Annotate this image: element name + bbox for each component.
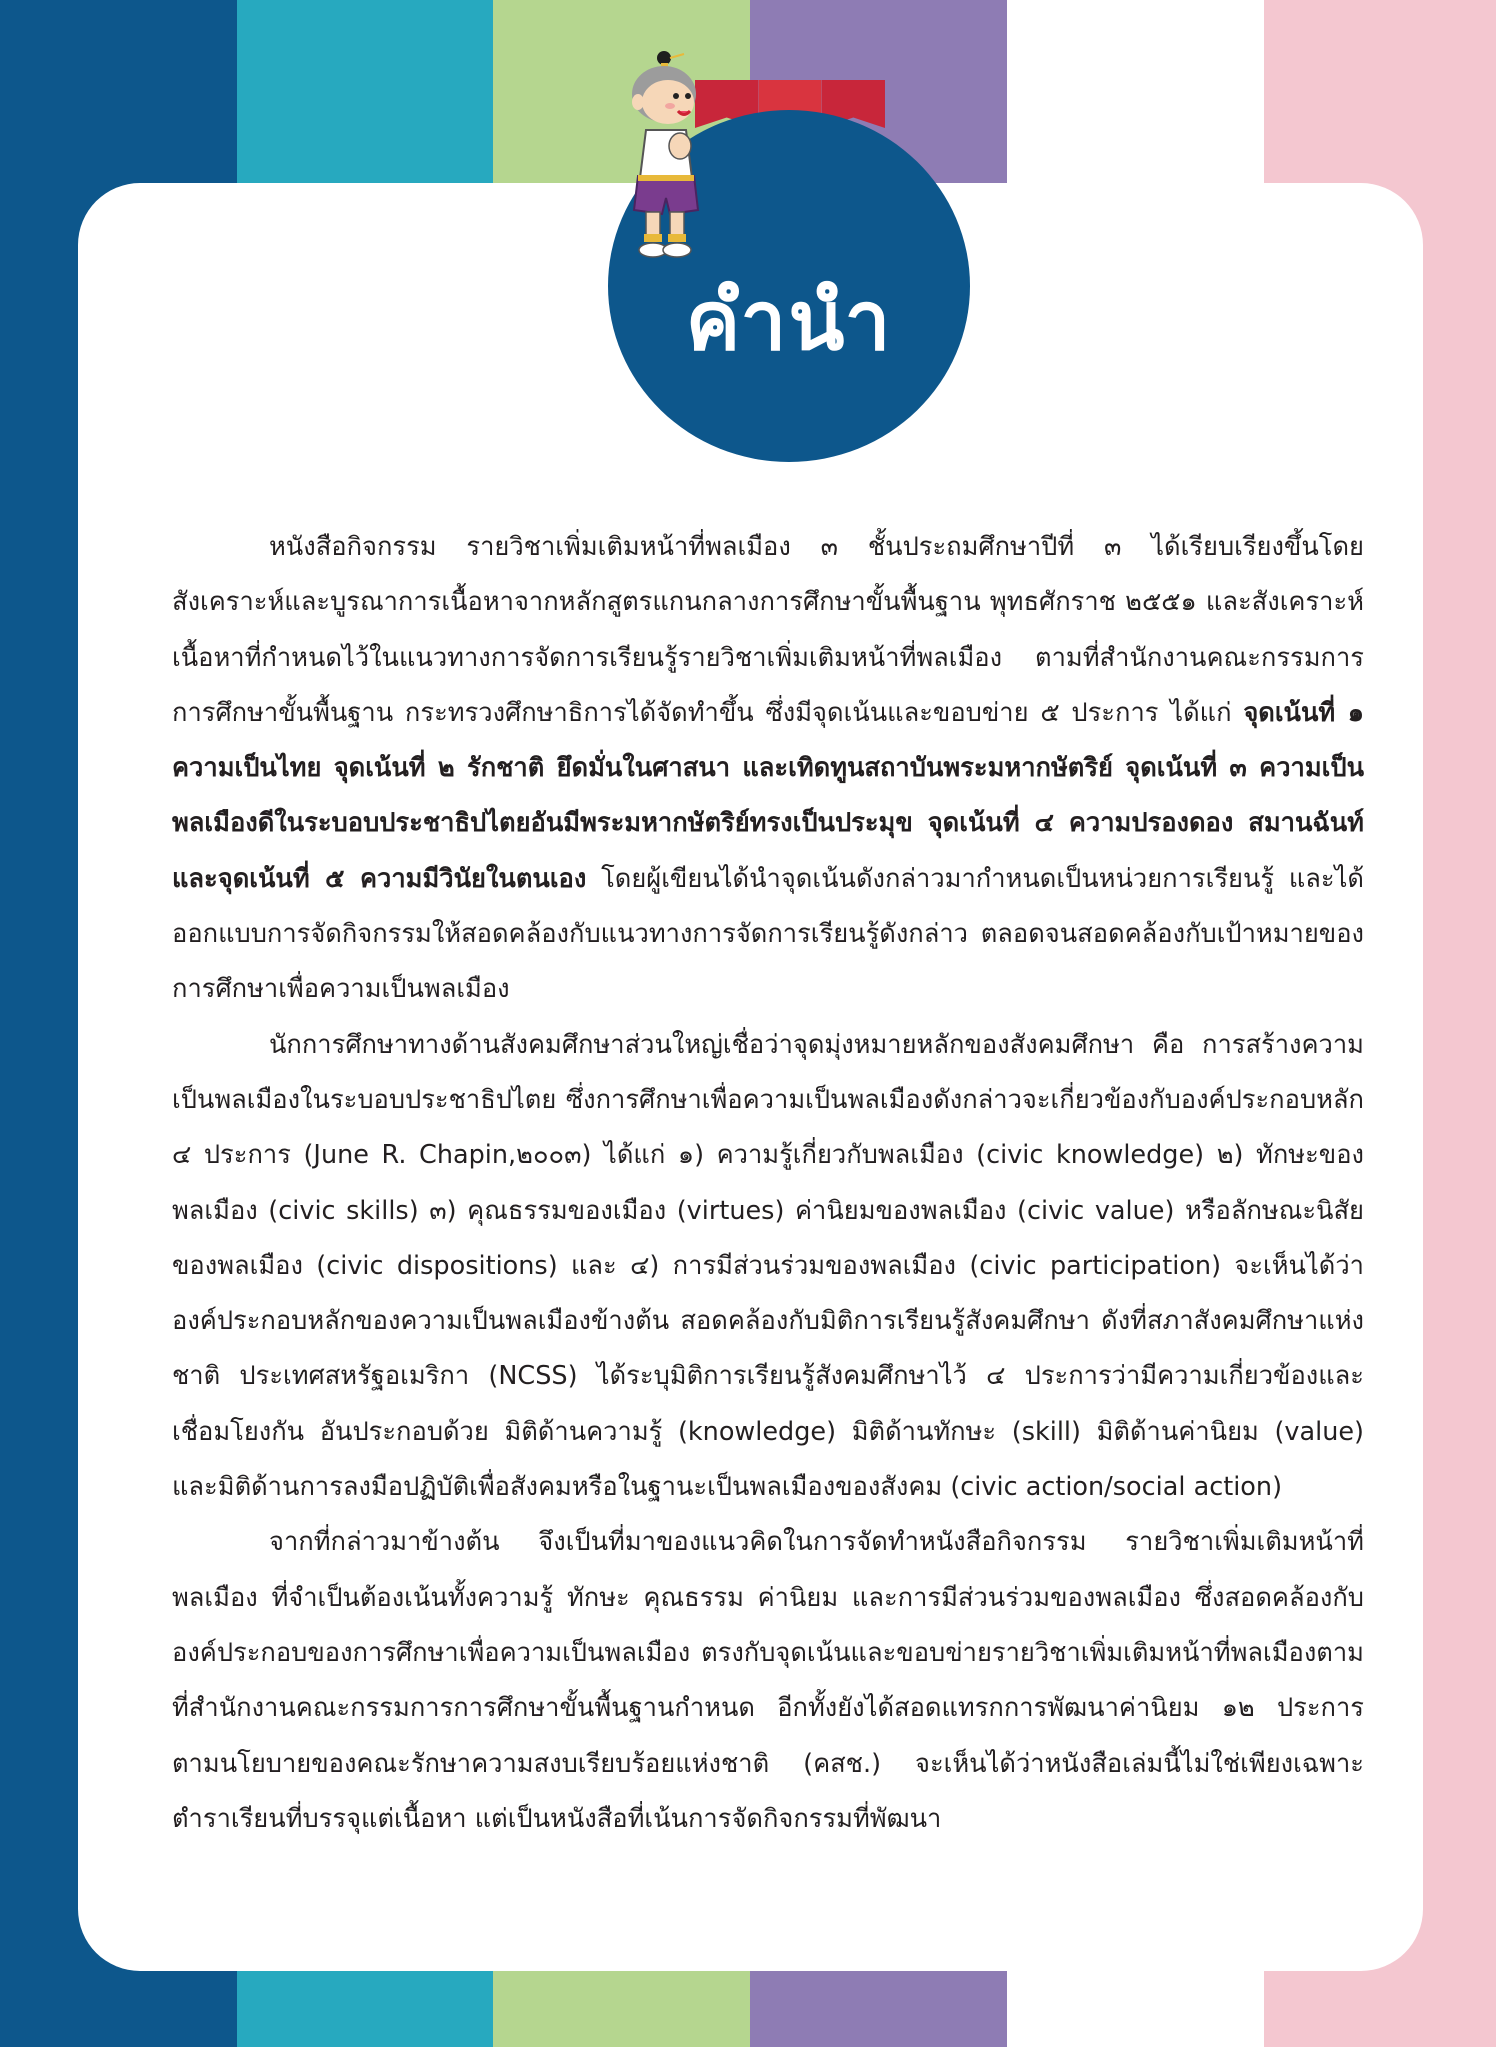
paragraph-1-bold-focus-points: จุดเน้นที่ ๑ ความเป็นไทย จุดเน้นที่ ๒ รักชาติ ยึดมั่นในศาสนา และเทิดทูนสถาบันพระมหากษัตริย์ จุดเน้นที่ ๓ ความเป็นพลเมืองดีในระบอบประชาธิปไตยอันมีพระมหากษัตริย์ทรงเป็นประมุข จุดเน้นที่ ๔ ความปรองดอง สมานฉันท์ และจุดเน้นที่ ๕ ความมีวินัยในตนเอง xyxy=(172,697,1364,894)
paragraph-1-text-end: โดยผู้เขียนได้นำจุดเน้นดังกล่าวมากำหนดเป็นหน่วยการเรียนรู้ และได้ออกแบบการจัดกิจกรรมให้สอดคล้องกับแนวทางการจัดการเรียนรู้ดังกล่าว ตลอดจนสอดคล้องกับเป้าหมายของการศึกษาเพื่อความเป็นพลเมือง xyxy=(172,863,1364,1005)
mascot-child-illustration xyxy=(608,48,716,270)
paragraph-2: นักการศึกษาทางด้านสังคมศึกษาส่วนใหญ่เชื่อว่าจุดมุ่งหมายหลักของสังคมศึกษา คือ การสร้างความเป็นพลเมืองในระบอบประชาธิปไตย ซึ่งการศึกษาเพื่อความเป็นพลเมืองดังกล่าวจะเกี่ยวข้องกับองค์ประกอบหลัก ๔ ประการ (June R. Chapin,๒๐๐๓) ได้แก่ ๑) ความรู้เกี่ยวกับพลเมือง (civic knowledge) ๒) ทักษะของพลเมือง (civic skills) ๓) คุณธรรมของเมือง (virtues) ค่านิยมของพลเมือง (civic value) หรือลักษณะนิสัยของพลเมือง (civic dispositions) และ ๔) การมีส่วนร่วมของพลเมือง (civic participation) จะเห็นได้ว่าองค์ประกอบหลักของความเป็นพลเมืองข้างต้น สอดคล้องกับมิติการเรียนรู้สังคมศึกษา ดังที่สภาสังคมศึกษาแห่งชาติ ประเทศสหรัฐอเมริกา (NCSS) ได้ระบุมิติการเรียนรู้สังคมศึกษาไว้ ๔ ประการว่ามีความเกี่ยวข้องและเชื่อมโยงกัน อันประกอบด้วย มิติด้านความรู้ (knowledge) มิติด้านทักษะ (skill) มิติด้านค่านิยม (value) และมิติด้านการลงมือปฏิบัติเพื่อสังคมหรือในฐานะเป็นพลเมืองของสังคม (civic action/social action) xyxy=(172,1029,1364,1503)
paragraph-3: จากที่กล่าวมาข้างต้น จึงเป็นที่มาของแนวคิดในการจัดทำหนังสือกิจกรรม รายวิชาเพิ่มเติมหน้าที่พลเมือง ที่จำเป็นต้องเน้นทั้งความรู้ ทักษะ คุณธรรม ค่านิยม และการมีส่วนร่วมของพลเมือง ซึ่งสอดคล้องกับองค์ประกอบของการศึกษาเพื่อความเป็นพลเมือง ตรงกับจุดเน้นและขอบข่ายรายวิชาเพิ่มเติมหน้าที่พลเมืองตามที่สำนักงานคณะกรรมการการศึกษาขั้นพื้นฐานกำหนด อีกทั้งยังได้สอดแทรกการพัฒนาค่านิยม ๑๒ ประการ ตามนโยบายของคณะรักษาความสงบเรียบร้อยแห่งชาติ (คสช.) จะเห็นได้ว่าหนังสือเล่มนี้ไม่ใช่เพียงเฉพาะตำราเรียนที่บรรจุแต่เนื้อหา แต่เป็นหนังสือที่เน้นการจัดกิจกรรมที่พัฒนา xyxy=(172,1527,1364,1834)
paragraph-1-text: หนังสือกิจกรรม รายวิชาเพิ่มเติมหน้าที่พลเมือง ๓ ชั้นประถมศึกษาปีที่ ๓ ได้เรียบเรียงขึ้นโดยสังเคราะห์และบูรณาการเนื้อหาจากหลักสูตรแกนกลางการศึกษาขั้นพื้นฐาน พุทธศักราช ๒๕๕๑ และสังเคราะห์เนื้อหาที่กำหนดไว้ในแนวทางการจัดการเรียนรู้รายวิชาเพิ่มเติมหน้าที่พลเมือง ตามที่สำนักงานคณะกรรมการการศึกษาขั้นพื้นฐาน กระทรวงศึกษาธิการได้จัดทำขึ้น ซึ่งมีจุดเน้นและขอบข่าย ๕ ประการ ได้แก่ xyxy=(172,532,1364,728)
paragraph-1 xyxy=(172,520,1364,1018)
page-title: คำนำ xyxy=(685,274,893,369)
preface-body xyxy=(172,520,1364,1847)
